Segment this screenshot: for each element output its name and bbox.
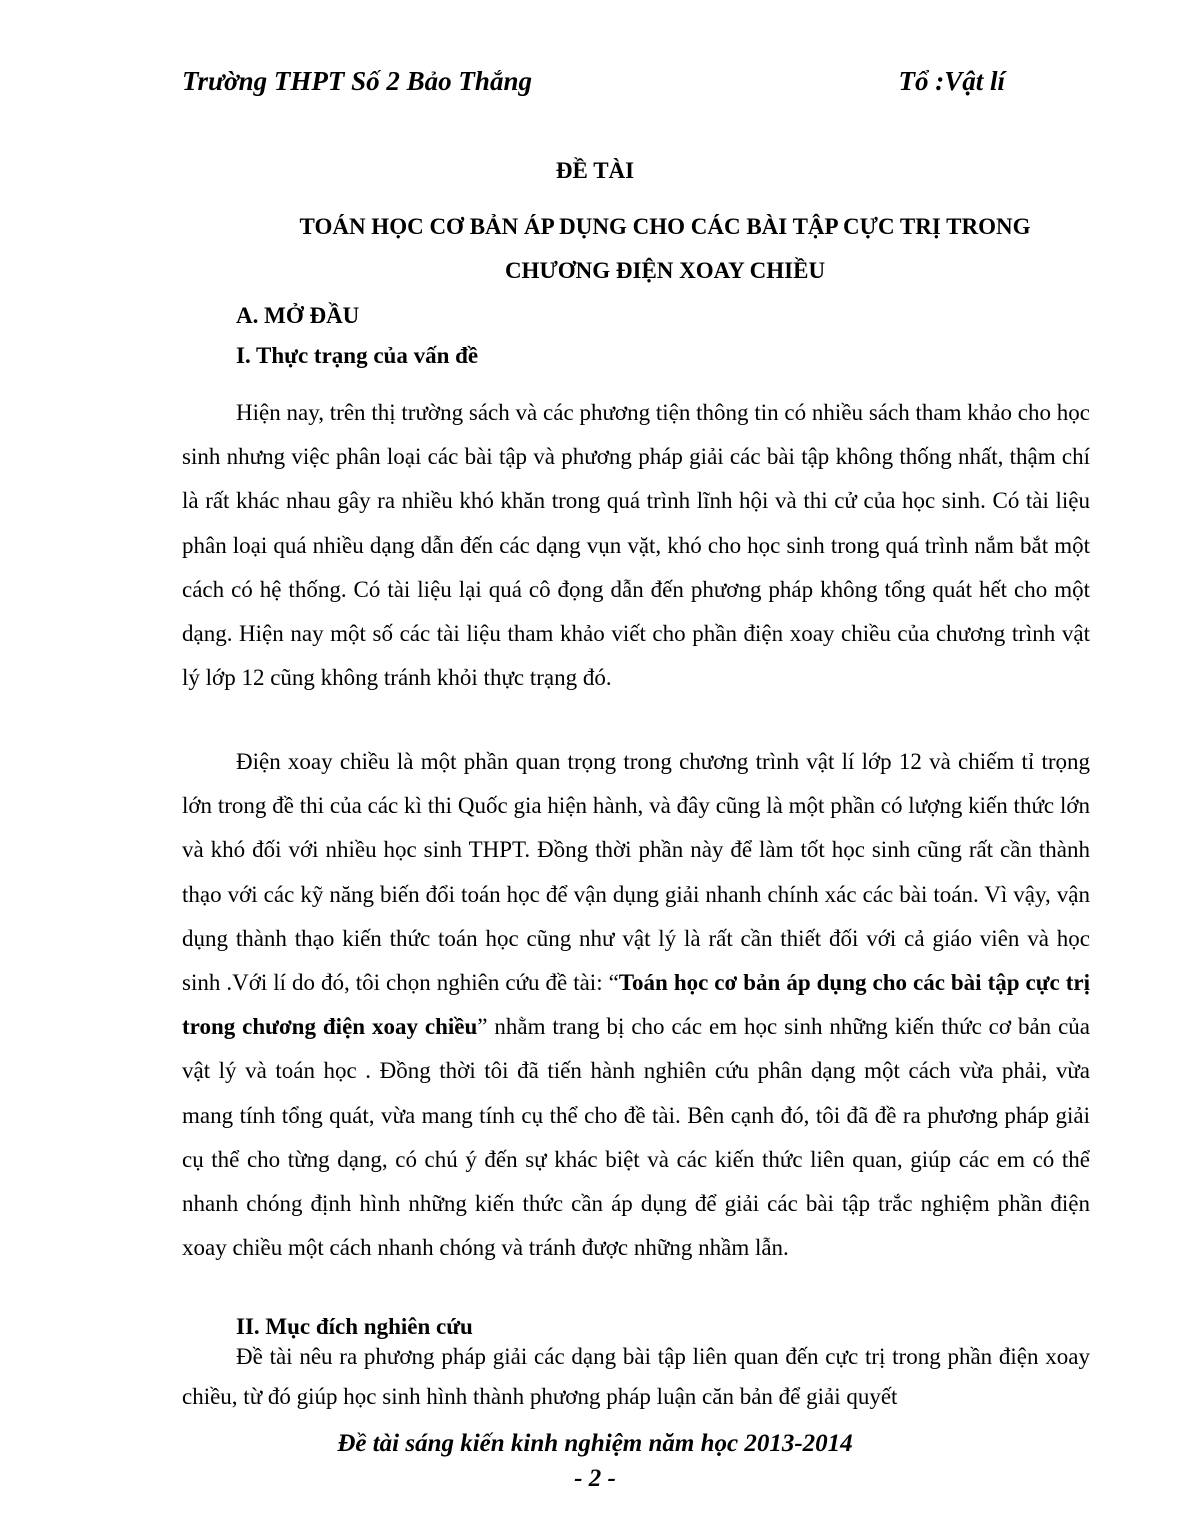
paragraph-3: Đề tài nêu ra phương pháp giải các dạng bài tập liên quan đến cực trị trong phần điện xoay chiều, từ đó giúp học sinh hình thành phương pháp luận căn bản để giải quyết [182, 1344, 1090, 1409]
school-name: Trường THPT Số 2 Bảo Thắng [182, 66, 532, 96]
paragraph-2 [182, 740, 1090, 1270]
paragraph-2-text-before: Điện xoay chiều là một phần quan trọng trong chương trình vật lí lớp 12 và chiếm tỉ trọng lớn trong đề thi của các kì thi Quốc gia hiện hành, và đây cũng là một phần có lượng kiến thức lớn và khó đối với nhiều học sinh THPT. Đồng thời phần này để làm tốt học sinh cũng rất cần thành thạo với các kỹ năng biến đổi toán học để vận dụng giải nhanh chính xác các bài toán. Vì vậy, vận dụng thành thạo kiến thức toán học cũng như vật lý là rất cần thiết đối với cả giáo viên và học sinh .Với lí do đó, tôi chọn nghiên cứu đề tài: “ [182, 749, 1090, 996]
section-heading-a: A. MỞ ĐẦU [236, 303, 360, 328]
topic-label: ĐỀ TÀI [555, 158, 635, 183]
section-heading-ii: II. Mục đích nghiên cứu [236, 1314, 473, 1339]
footer-title: Đề tài sáng kiến kinh nghiệm năm học 2013-2014 [337, 1430, 853, 1457]
page-header [182, 66, 1005, 106]
paragraph-1: Hiện nay, trên thị trường sách và các phương tiện thông tin có nhiều sách tham khảo cho học sinh nhưng việc phân loại các bài tập và phương pháp giải các bài tập không thống nhất, thậm chí là rất khác nhau gây ra nhiều khó khăn trong quá trình lĩnh hội và thi cử của học sinh. Có tài liệu phân loại quá nhiều dạng dẫn đến các dạng vụn vặt, khó cho học sinh trong quá trình nắm bắt một cách có hệ thống. Có tài liệu lại quá cô đọng dẫn đến phương pháp không tổng quát hết cho một dạng. Hiện nay một số các tài liệu tham khảo viết cho phần điện xoay chiều của chương trình vật lý lớp 12 cũng không tránh khỏi thực trạng đó. [182, 400, 1090, 691]
paragraph-2-text-after: ” nhằm trang bị cho các em học sinh những kiến thức cơ bản của vật lý và toán học . Đồng thời tôi đã tiến hành nghiên cứu phân dạng một cách vừa phải, vừa mang tính tổng quát, vừa mang tính cụ thể cho đề tài. Bên cạnh đó, tôi đã đề ra phương pháp giải cụ thể cho từng dạng, có chú ý đến sự khác biệt và các kiến thức liên quan, giúp các em có thể nhanh chóng định hình những kiến thức cần áp dụng để giải các bài tập trắc nghiệm phần điện xoay chiều một cách nhanh chóng và tránh được những nhầm lẫn. [182, 1014, 1090, 1261]
page-number: - 2 - [574, 1465, 616, 1492]
section-heading-i: I. Thực trạng của vấn đề [236, 343, 479, 368]
paragraph-2-topic-bold: Toán học cơ bản áp dụng cho các bài tập cực trị trong chương điện xoay chiều [182, 970, 1090, 1040]
department-name: Tổ :Vật lí [898, 66, 1005, 96]
topic-title-line-2: CHƯƠNG ĐIỆN XOAY CHIỀU [504, 258, 826, 283]
topic-title-line-1: TOÁN HỌC CƠ BẢN ÁP DỤNG CHO CÁC BÀI TẬP CỰC TRỊ TRONG [299, 214, 1031, 239]
